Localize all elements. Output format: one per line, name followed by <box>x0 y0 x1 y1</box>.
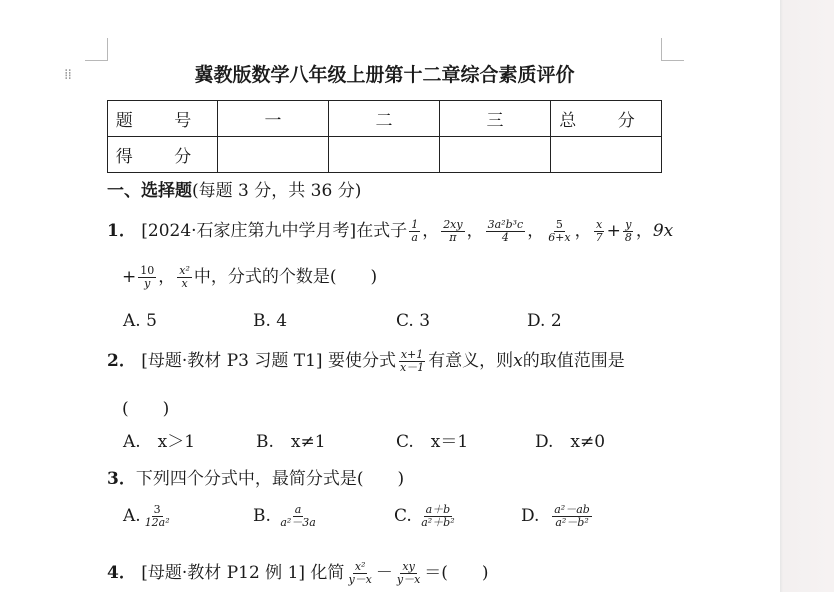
question-3-options <box>107 500 667 540</box>
window-side-panel <box>780 0 834 592</box>
question-2-answer-paren: ( ) <box>122 399 170 419</box>
question-number: 1． <box>107 221 136 241</box>
question-3-line-1 <box>107 464 404 489</box>
question-number: 4． <box>107 563 136 583</box>
score-table-score-row <box>108 137 662 173</box>
question-number: 2． <box>107 351 136 371</box>
fraction: $\frac{x+1}{x-1}$ <box>399 347 425 374</box>
drag-handle-icon[interactable]: ⁞⁞ <box>64 67 71 83</box>
table-cell: 二 <box>329 101 440 137</box>
option-b[interactable]: B. x≠1 <box>256 432 326 452</box>
expression: 9x <box>652 221 674 241</box>
question-1-line-1: 1． [2024·石家庄第九中学月考]在式子 $\frac{1}{a}$ ， $\frac{2xy}{\pi}$ ， $\frac{\text{3a²b³c}}{4}$ ， $\frac{5}{6+x}$ ， $\frac{x}{7}$ + $\frac{y}{8}$ ，9x <box>107 217 674 244</box>
question-stem: 下列四个分式中，最简分式是( ) <box>135 469 405 489</box>
question-2-line-1: 2． [母题·教材 P3 习题 T1] 要使分式 $\frac{x+1}{x-1}$ 有意义，则x的取值范围是 <box>107 347 625 374</box>
question-4-line-1: 4． [母题·教材 P12 例 1] 化简 $\frac{\text{x²}}{y-x}$ － $\frac{xy}{y-x}$ ＝( ) <box>107 559 489 586</box>
question-stem: 在式子 <box>356 221 408 241</box>
table-cell-empty[interactable] <box>329 137 440 173</box>
question-1-options <box>107 311 667 333</box>
question-source: [2024·石家庄第九中学月考] <box>141 221 357 241</box>
table-cell-empty[interactable] <box>440 137 551 173</box>
score-table <box>107 100 662 173</box>
fraction: $\frac{10}{y}$ <box>140 263 155 290</box>
table-cell: 题 号 <box>108 101 218 137</box>
question-2-options <box>107 427 667 452</box>
table-cell: 一 <box>218 101 329 137</box>
table-cell: 总 分 <box>551 101 662 137</box>
option-c[interactable]: C. x＝1 <box>396 432 469 452</box>
fraction: $\frac{y}{8}$ <box>624 217 632 244</box>
section-heading <box>107 176 361 201</box>
fraction: $\frac{x}{7}$ <box>595 217 603 244</box>
fraction: $\frac{\text{3a²b³c}}{4}$ <box>487 217 524 244</box>
fraction: $\frac{a+b}{\text{a²＋b²}}$ <box>421 503 455 530</box>
page-margin-corner-top-left <box>85 38 108 61</box>
fraction: $\frac{1}{a}$ <box>411 217 419 244</box>
page-margin-corner-top-right <box>661 38 684 61</box>
question-stem-tail: 中，分式的个数是( ) <box>193 267 378 287</box>
option-c[interactable]: C. $\frac{a+b}{\text{a²＋b²}}$ <box>394 503 455 530</box>
fraction: $\frac{2xy}{\pi}$ <box>443 217 463 244</box>
table-cell: 得 分 <box>108 137 218 173</box>
question-stem: 要使分式 <box>322 351 396 371</box>
option-c[interactable]: C. 3 <box>396 311 431 331</box>
fraction: $\frac{3}{\text{12a²}}$ <box>144 503 170 530</box>
option-b[interactable]: B. $\frac{a}{\text{a²－3a}}$ <box>253 503 316 530</box>
section-note: (每题 3 分，共 36 分) <box>192 181 362 201</box>
question-stem: 化简 <box>305 563 345 583</box>
option-b[interactable]: B. 4 <box>253 311 288 331</box>
fraction: $\frac{a}{\text{a²－3a}}$ <box>280 503 316 530</box>
option-d[interactable]: D. 2 <box>527 311 562 331</box>
table-cell-empty[interactable] <box>551 137 662 173</box>
question-number: 3． <box>107 469 136 489</box>
question-source: [母题·教材 P12 例 1] <box>141 563 306 583</box>
fraction: $\frac{\text{x²}}{x}$ <box>179 263 190 290</box>
document-title: 冀教版数学八年级上册第十二章综合素质评价 <box>194 64 575 86</box>
fraction: $\frac{xy}{y-x}$ <box>396 559 421 586</box>
fraction: $\frac{\text{a²－ab}}{\text{a²－b²}}$ <box>554 503 590 530</box>
question-source: [母题·教材 P3 习题 T1] <box>141 351 323 371</box>
option-d[interactable]: D. $\frac{\text{a²－ab}}{\text{a²－b²}}$ <box>521 503 590 530</box>
fraction: $\frac{\text{x²}}{y-x}$ <box>348 559 372 586</box>
section-title: 一、选择题 <box>107 181 192 201</box>
question-1-line-2: + $\frac{10}{y}$ ， $\frac{\text{x²}}{x}$ 中，分式的个数是( ) <box>122 263 378 290</box>
option-a[interactable]: A. 5 <box>123 311 157 331</box>
option-a[interactable]: A. $\frac{3}{\text{12a²}}$ <box>123 503 170 530</box>
table-cell-empty[interactable] <box>218 137 329 173</box>
option-d[interactable]: D. x≠0 <box>535 432 606 452</box>
fraction: $\frac{5}{6+x}$ <box>548 217 571 244</box>
option-a[interactable]: A. x＞1 <box>123 432 196 452</box>
score-table-header-row <box>108 101 662 137</box>
table-cell: 三 <box>440 101 551 137</box>
